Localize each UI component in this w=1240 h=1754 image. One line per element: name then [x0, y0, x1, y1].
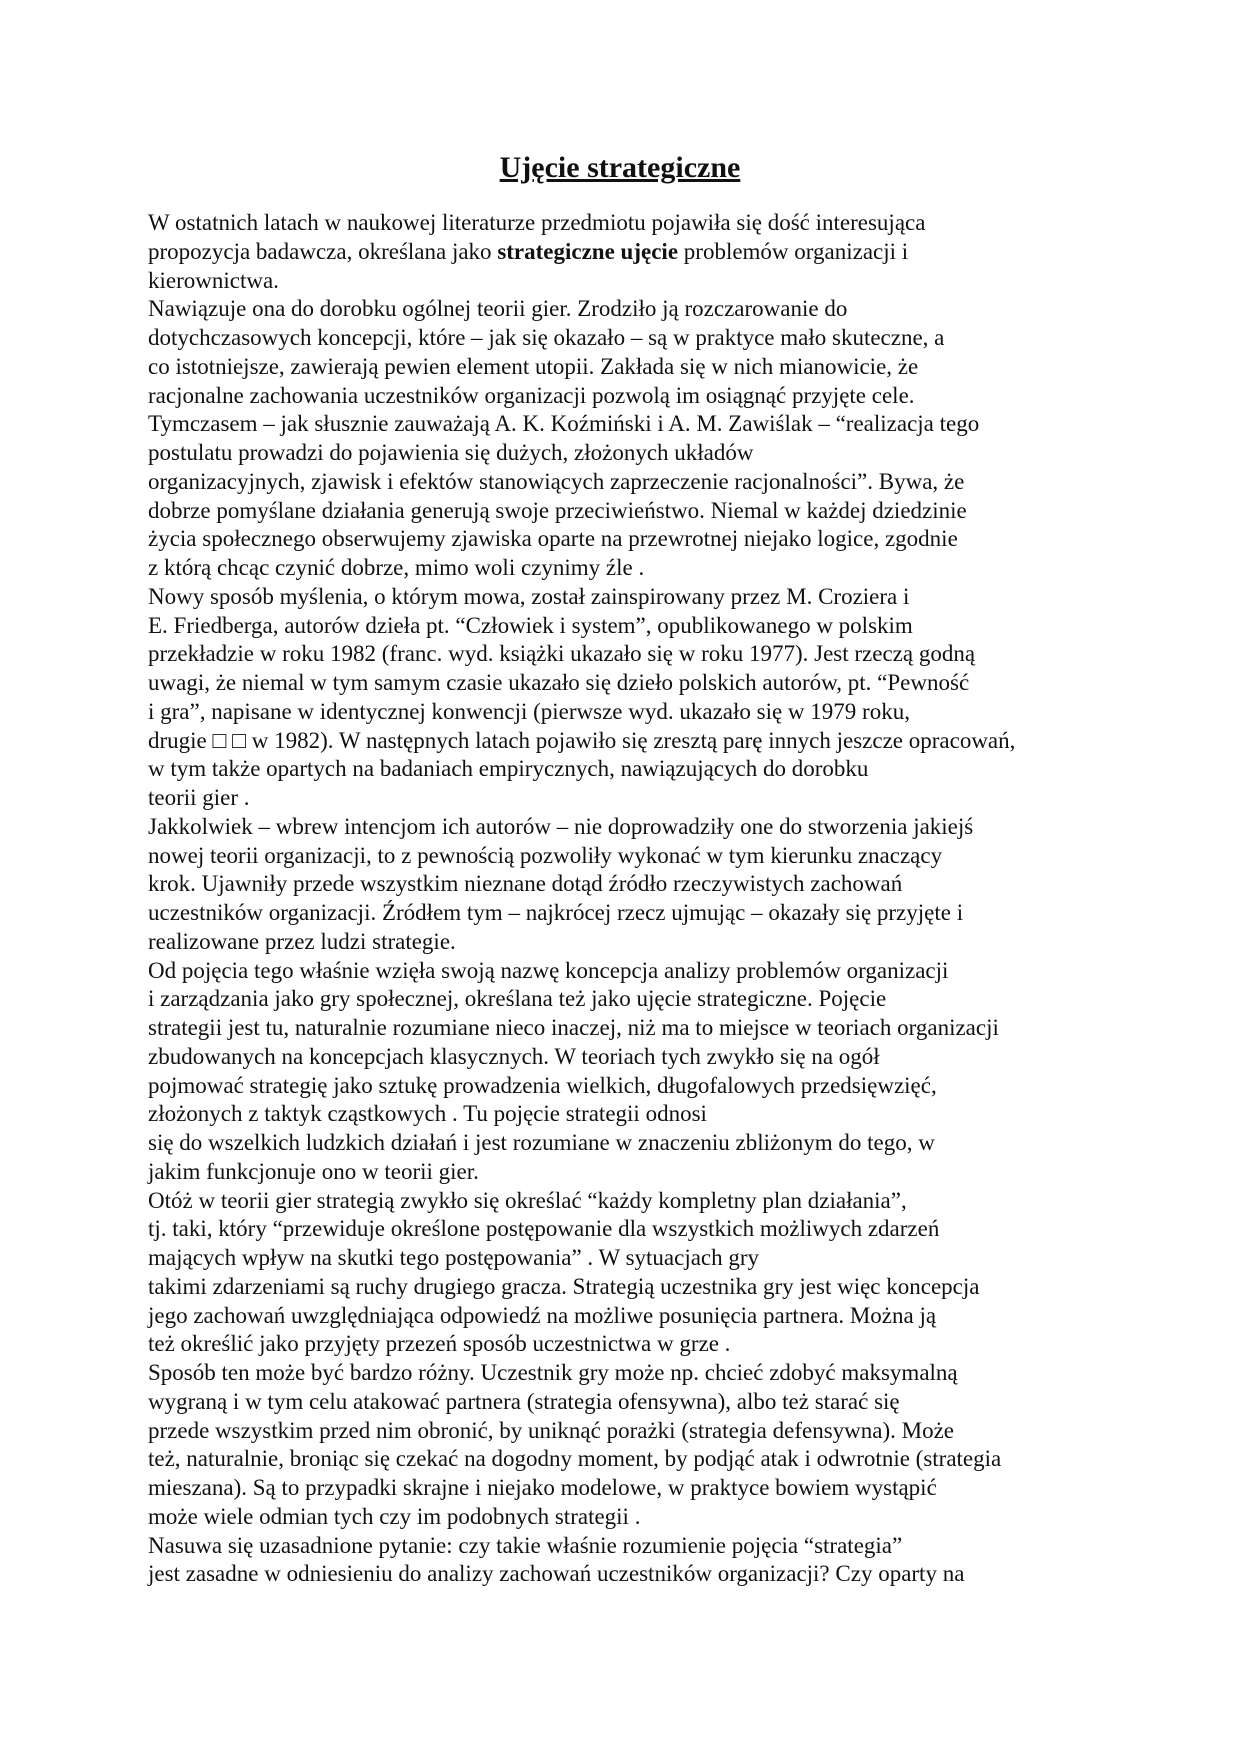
- text-line: [148, 957, 1208, 986]
- text-segment: kierownictwa.: [148, 267, 279, 293]
- text-line: [148, 1215, 1208, 1244]
- text-line: [148, 1014, 1208, 1043]
- text-segment: jakim funkcjonuje ono w teorii gier.: [148, 1158, 479, 1184]
- text-line: [148, 899, 1208, 928]
- text-line: [148, 1417, 1208, 1446]
- text-line: [148, 1244, 1208, 1273]
- text-segment: organizacyjnych, zjawisk i efektów stanowiących zaprzeczenie racjonalności”. Bywa, że: [148, 468, 965, 494]
- text-line: [148, 410, 1208, 439]
- text-line: [148, 238, 1208, 267]
- text-segment: Otóż w teorii gier strategią zwykło się określać “każdy kompletny plan działania”,: [148, 1187, 907, 1213]
- text-segment: Nawiązuje ona do dorobku ogólnej teorii gier. Zrodziło ją rozczarowanie do: [148, 296, 848, 322]
- text-segment: problemów organizacji i: [678, 238, 909, 264]
- text-line: [148, 295, 1208, 324]
- text-segment: drugie □ □ w 1982). W następnych latach pojawiło się zresztą parę innych jeszcze opracowań,: [148, 727, 1016, 753]
- text-segment: strategii jest tu, naturalnie rozumiane nieco inaczej, niż ma to miejsce w teoriach organizacji: [148, 1015, 999, 1040]
- text-line: [148, 324, 1208, 353]
- text-segment: jest zasadne w odniesieniu do analizy zachowań uczestników organizacji? Czy oparty na: [148, 1561, 965, 1587]
- text-line: [148, 1474, 1208, 1503]
- text-line: [148, 727, 1208, 756]
- text-segment: postulatu prowadzi do pojawienia się dużych, złożonych układów: [148, 440, 754, 465]
- text-line: [148, 439, 1208, 468]
- text-segment: i gra”, napisane w identycznej konwencji (pierwsze wyd. ukazało się w 1979 roku,: [148, 698, 910, 724]
- text-line: [148, 612, 1208, 641]
- text-segment: zbudowanych na koncepcjach klasycznych. W teoriach tych zwykło się na ogół: [148, 1043, 880, 1069]
- text-segment: realizowane przez ludzi strategie.: [148, 928, 456, 954]
- text-line: [148, 1129, 1208, 1158]
- text-segment: W ostatnich latach w naukowej literaturze przedmiotu pojawiła się dość interesująca: [148, 210, 926, 235]
- text-segment: Od pojęcia tego właśnie wzięła swoją nazwę koncepcja analizy problemów organizacji: [148, 957, 949, 983]
- text-segment: Sposób ten może być bardzo różny. Uczestnik gry może np. chcieć zdobyć maksymalną: [148, 1360, 958, 1385]
- text-line: [148, 1388, 1208, 1417]
- text-segment: Nasuwa się uzasadnione pytanie: czy takie właśnie rozumienie pojęcia “strategia”: [148, 1532, 903, 1558]
- text-line: [148, 1503, 1208, 1532]
- text-segment: też określić jako przyjęty przezeń sposób uczestnictwa w grze .: [148, 1331, 731, 1357]
- text-line: [148, 353, 1208, 382]
- text-line: [148, 1072, 1208, 1101]
- text-segment: i zarządzania jako gry społecznej, określana też jako ujęcie strategiczne. Pojęcie: [148, 986, 887, 1012]
- text-line: [148, 813, 1208, 842]
- text-segment: tj. taki, który “przewiduje określone postępowanie dla wszystkich możliwych zdarzeń: [148, 1216, 940, 1242]
- text-line: [148, 640, 1208, 669]
- text-line: [148, 1445, 1208, 1474]
- text-line: [148, 267, 1208, 296]
- text-segment: propozycja badawcza, określana jako: [148, 238, 498, 264]
- bold-term: strategiczne ujęcie: [497, 238, 679, 264]
- text-line: [148, 209, 1208, 238]
- text-line: [148, 1100, 1208, 1129]
- text-line: [148, 382, 1208, 411]
- text-line: [148, 928, 1208, 957]
- text-segment: Tymczasem – jak słusznie zauważają A. K. Koźmiński i A. M. Zawiślak – “realizacja tego: [148, 411, 980, 437]
- text-segment: przekładzie w roku 1982 (franc. wyd. książki ukazało się w roku 1977). Jest rzeczą godną: [148, 641, 976, 667]
- text-segment: mieszana). Są to przypadki skrajne i niejako modelowe, w praktyce bowiem wystąpić: [148, 1475, 937, 1500]
- document-body: [148, 209, 1208, 1589]
- text-line: [148, 1560, 1208, 1589]
- text-line: [148, 755, 1208, 784]
- text-line: [148, 784, 1208, 813]
- text-segment: złożonych z taktyk cząstkowych . Tu pojęcie strategii odnosi: [148, 1101, 707, 1127]
- text-line: [148, 870, 1208, 899]
- text-line: [148, 1158, 1208, 1187]
- text-line: [148, 497, 1208, 526]
- text-segment: krok. Ujawniły przede wszystkim nieznane dotąd źródło rzeczywistych zachowań: [148, 871, 903, 897]
- text-line: [148, 698, 1208, 727]
- text-segment: w tym także opartych na badaniach empirycznych, nawiązujących do dorobku: [148, 756, 869, 782]
- text-segment: dotychczasowych koncepcji, które – jak się okazało – są w praktyce mało skuteczne, a: [148, 325, 945, 350]
- text-segment: jego zachowań uwzględniająca odpowiedź na możliwe posunięcia partnera. Można ją: [148, 1302, 937, 1328]
- text-segment: dobrze pomyślane działania generują swoje przeciwieństwo. Niemal w każdej dziedzinie: [148, 497, 967, 523]
- text-line: [148, 554, 1208, 583]
- text-line: [148, 1273, 1208, 1302]
- text-segment: nowej teorii organizacji, to z pewnością pozwoliły wykonać w tym kierunku znaczący: [148, 842, 943, 868]
- text-line: [148, 1359, 1208, 1388]
- document-title: Ujęcie strategiczne: [499, 151, 741, 184]
- text-line: [148, 583, 1208, 612]
- text-line: [148, 1330, 1208, 1359]
- text-segment: teorii gier .: [148, 785, 250, 810]
- text-segment: E. Friedberga, autorów dzieła pt. “Człowiek i system”, opublikowanego w polskim: [148, 612, 913, 638]
- text-segment: z którą chcąc czynić dobrze, mimo woli czynimy źle .: [148, 555, 645, 580]
- text-segment: wygraną i w tym celu atakować partnera (strategia ofensywna), albo też starać się: [148, 1388, 900, 1414]
- text-segment: takimi zdarzeniami są ruchy drugiego gracza. Strategią uczestnika gry jest więc koncepcja: [148, 1273, 980, 1299]
- text-line: [148, 1043, 1208, 1072]
- text-segment: się do wszelkich ludzkich działań i jest rozumiane w znaczeniu zbliżonym do tego, w: [148, 1130, 935, 1155]
- text-line: [148, 1532, 1208, 1561]
- text-segment: życia społecznego obserwujemy zjawiska oparte na przewrotnej niejako logice, zgodnie: [148, 526, 958, 552]
- text-segment: mających wpływ na skutki tego postępowania” . W sytuacjach gry: [148, 1245, 760, 1270]
- text-line: [148, 669, 1208, 698]
- text-line: [148, 1187, 1208, 1216]
- text-segment: racjonalne zachowania uczestników organizacji pozwolą im osiągnąć przyjęte cele.: [148, 382, 915, 408]
- text-segment: uczestników organizacji. Źródłem tym – najkrócej rzecz ujmując – okazały się przyjęte i: [148, 900, 964, 925]
- text-segment: też, naturalnie, broniąc się czekać na dogodny moment, by podjąć atak i odwrotnie (strategia: [148, 1446, 1002, 1472]
- text-segment: uwagi, że niemal w tym samym czasie ukazało się dzieło polskich autorów, pt. “Pewność: [148, 670, 970, 695]
- text-line: [148, 468, 1208, 497]
- text-line: [148, 985, 1208, 1014]
- text-segment: przede wszystkim przed nim obronić, by uniknąć porażki (strategia defensywna). Może: [148, 1417, 954, 1443]
- text-line: [148, 842, 1208, 871]
- text-line: [148, 525, 1208, 554]
- text-line: [148, 1302, 1208, 1331]
- text-segment: pojmować strategię jako sztukę prowadzenia wielkich, długofalowych przedsięwzięć,: [148, 1072, 937, 1098]
- text-segment: co istotniejsze, zawierają pewien element utopii. Zakłada się w nich mianowicie, że: [148, 353, 919, 379]
- text-segment: Nowy sposób myślenia, o którym mowa, został zainspirowany przez M. Croziera i: [148, 583, 910, 609]
- text-segment: Jakkolwiek – wbrew intencjom ich autorów – nie doprowadziły one do stworzenia jakiejś: [148, 813, 974, 839]
- text-segment: może wiele odmian tych czy im podobnych strategii .: [148, 1503, 641, 1529]
